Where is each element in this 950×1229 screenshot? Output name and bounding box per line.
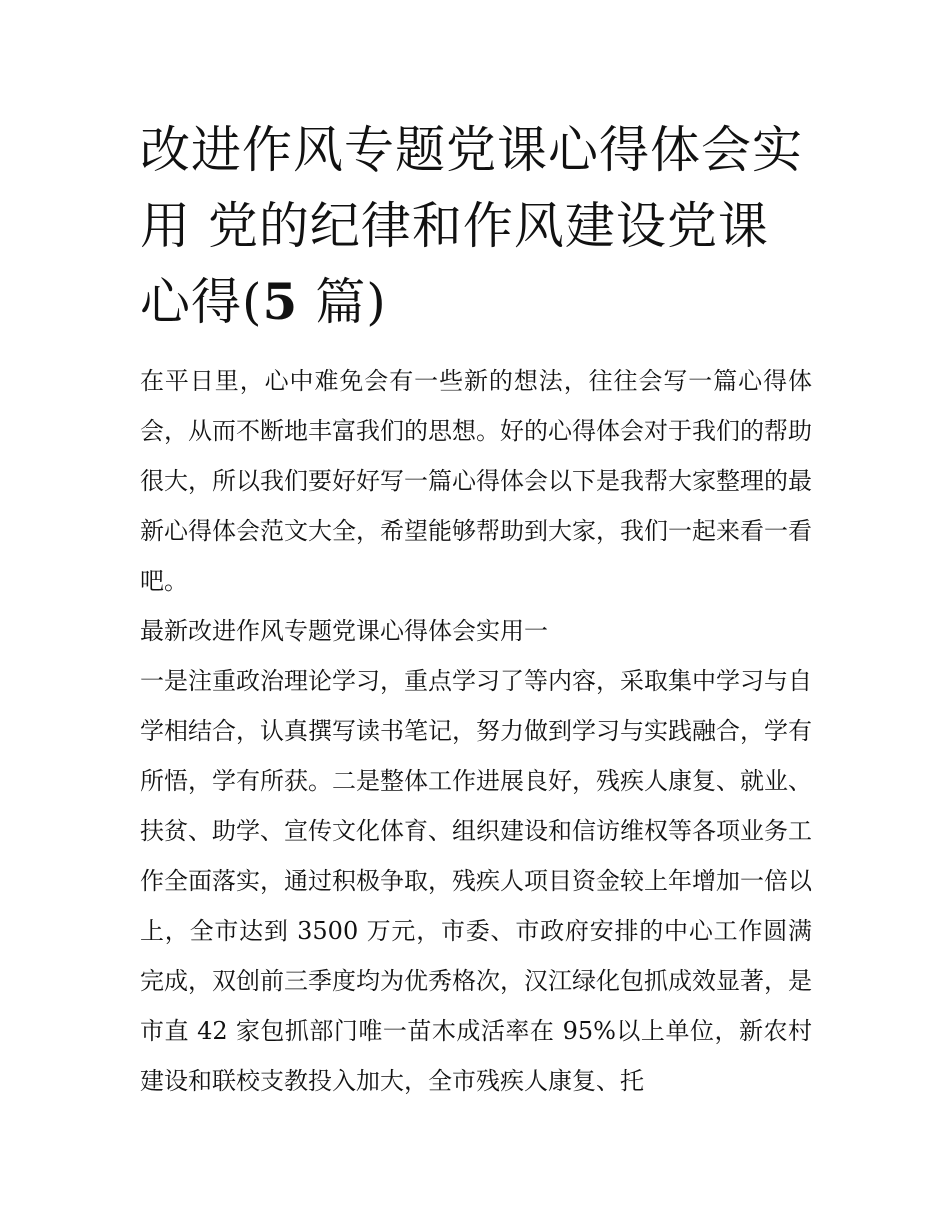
document-title — [140, 112, 812, 340]
body-paragraph: 一是注重政治理论学习，重点学习了等内容，采取集中学习与自学相结合，认真撰写读书笔记，努力做到学习与实践融合，学有所悟，学有所获。二是整体工作进展良好，残疾人康复、就业、扶贫、助学、宣传文化体育、组织建设和信访维权等各项业务工作全面落实，通过积极争取，残疾人项目资金较上年增加一倍以上，全市达到 3500 万元，市委、市政府安排的中心工作圆满完成，双创前三季度均为优秀格次，汉江绿化包抓成效显著，是市直 42 家包抓部门唯一苗木成活率在 95%以上单位，新农村建设和联校支教投入加大，全市残疾人康复、托 — [140, 667, 812, 1095]
title-main-text: 改进作风专题党课心得体会实用 党的纪律和作风建设党课心得( — [140, 121, 803, 331]
section-heading: 最新改进作风专题党课心得体会实用一 — [140, 617, 548, 645]
title-end-text: 篇) — [298, 273, 387, 331]
document-content — [140, 112, 812, 1106]
title-number: 5 — [262, 272, 299, 331]
intro-paragraph: 在平日里，心中难免会有一些新的想法，往往会写一篇心得体会，从而不断地丰富我们的思想。好的心得体会对于我们的帮助很大，所以我们要好好写一篇心得体会以下是我帮大家整理的最新心得体会范文大全，希望能够帮助到大家，我们一起来看一看吧。 — [140, 367, 812, 595]
